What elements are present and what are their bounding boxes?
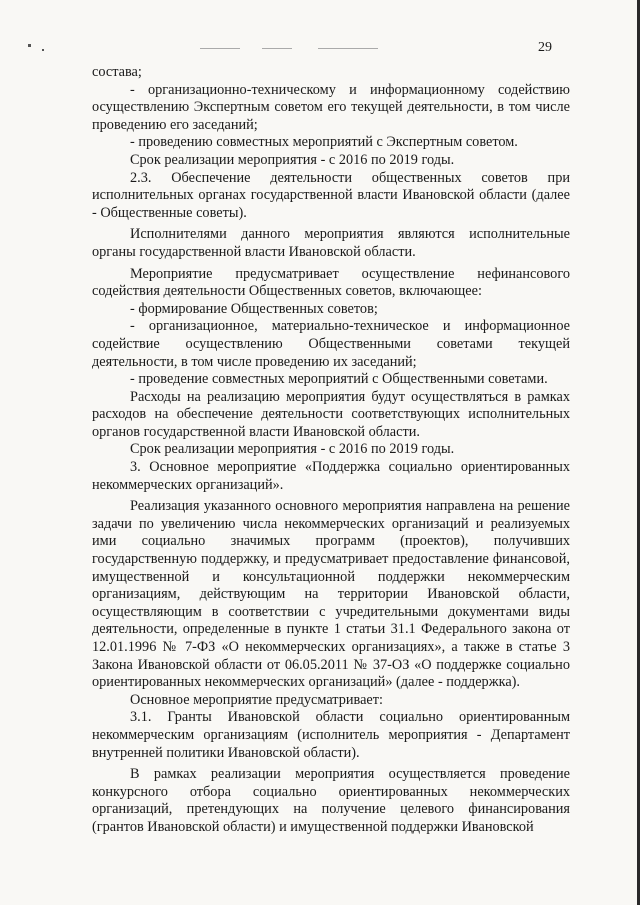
paragraph: - проведение совместных мероприятий с Общественными советами. xyxy=(130,371,548,388)
scan-artifact xyxy=(42,49,44,51)
paragraph: - формирование Общественных советов; xyxy=(130,300,378,317)
paragraph: 3. Основное мероприятие «Поддержка социально ориентированных некоммерческих организаций». xyxy=(92,459,570,493)
page-number: 29 xyxy=(538,40,552,55)
body-text xyxy=(92,64,570,837)
paragraph: - организационное, материально-техническое и информационное содействие осуществлению Общественными советами текущей деятельности, в том числе проведению их заседаний; xyxy=(92,318,570,370)
paragraph: 2.3. Обеспечение деятельности общественных советов при исполнительных органах государственной власти Ивановской области (далее - Общественные советы). xyxy=(92,169,570,221)
paragraph: 3.1. Гранты Ивановской области социально ориентированным некоммерческим организациям (исполнитель мероприятия - Департамент внутренней политики Ивановской области). xyxy=(92,709,570,761)
paragraph: - организационно-техническому и информационному содействию осуществлению Экспертным советом его текущей деятельности, в том числе проведению его заседаний; xyxy=(92,81,570,133)
scan-artifact xyxy=(262,48,292,49)
paragraph: В рамках реализации мероприятия осуществляется проведение конкурсного отбора социально ориентированных некоммерческих организаций, претендующих на получение целевого финансирования (грантов Ивановской области) и имущественной поддержки Ивановской xyxy=(92,766,570,835)
paragraph: - проведению совместных мероприятий с Экспертным советом. xyxy=(130,134,518,151)
paragraph: состава; xyxy=(92,64,142,80)
paragraph: Срок реализации мероприятия - с 2016 по 2019 годы. xyxy=(130,151,455,168)
paragraph: Основное мероприятие предусматривает: xyxy=(130,691,383,708)
paragraph: Исполнителями данного мероприятия являются исполнительные органы государственной власти Ивановской области. xyxy=(92,226,570,260)
scan-artifact xyxy=(28,44,31,47)
scan-artifact xyxy=(200,48,240,49)
paragraph: Расходы на реализацию мероприятия будут осуществляться в рамках расходов на обеспечение деятельности соответствующих исполнительных органов государственной власти Ивановской области. xyxy=(92,388,570,440)
paragraph: Мероприятие предусматривает осуществление нефинансового содействия деятельности Общественных советов, включающее: xyxy=(92,265,570,300)
scan-artifact xyxy=(318,48,378,49)
paragraph: Срок реализации мероприятия - с 2016 по 2019 годы. xyxy=(130,441,455,458)
paragraph: Реализация указанного основного мероприятия направлена на решение задачи по увеличению числа некоммерческих организаций и реализуемых ими социально значимых программ (проектов), получивших государственную поддержку, и предусматривает предоставление финансовой, имущественной и консультационной поддержки некоммерческим организациям, действующим на территории Ивановской области, осуществляющим в соответствии с учредительными документами виды деятельности, определенные в пункте 1 статьи 31.1 Федерального закона от 12.01.1996 № 7-ФЗ «О некоммерческих организациях», а также в статье 3 Закона Ивановской области от 06.05.2011 № 37-ОЗ «О поддержке социально ориентированных некоммерческих организаций» (далее - поддержка). xyxy=(92,498,570,691)
